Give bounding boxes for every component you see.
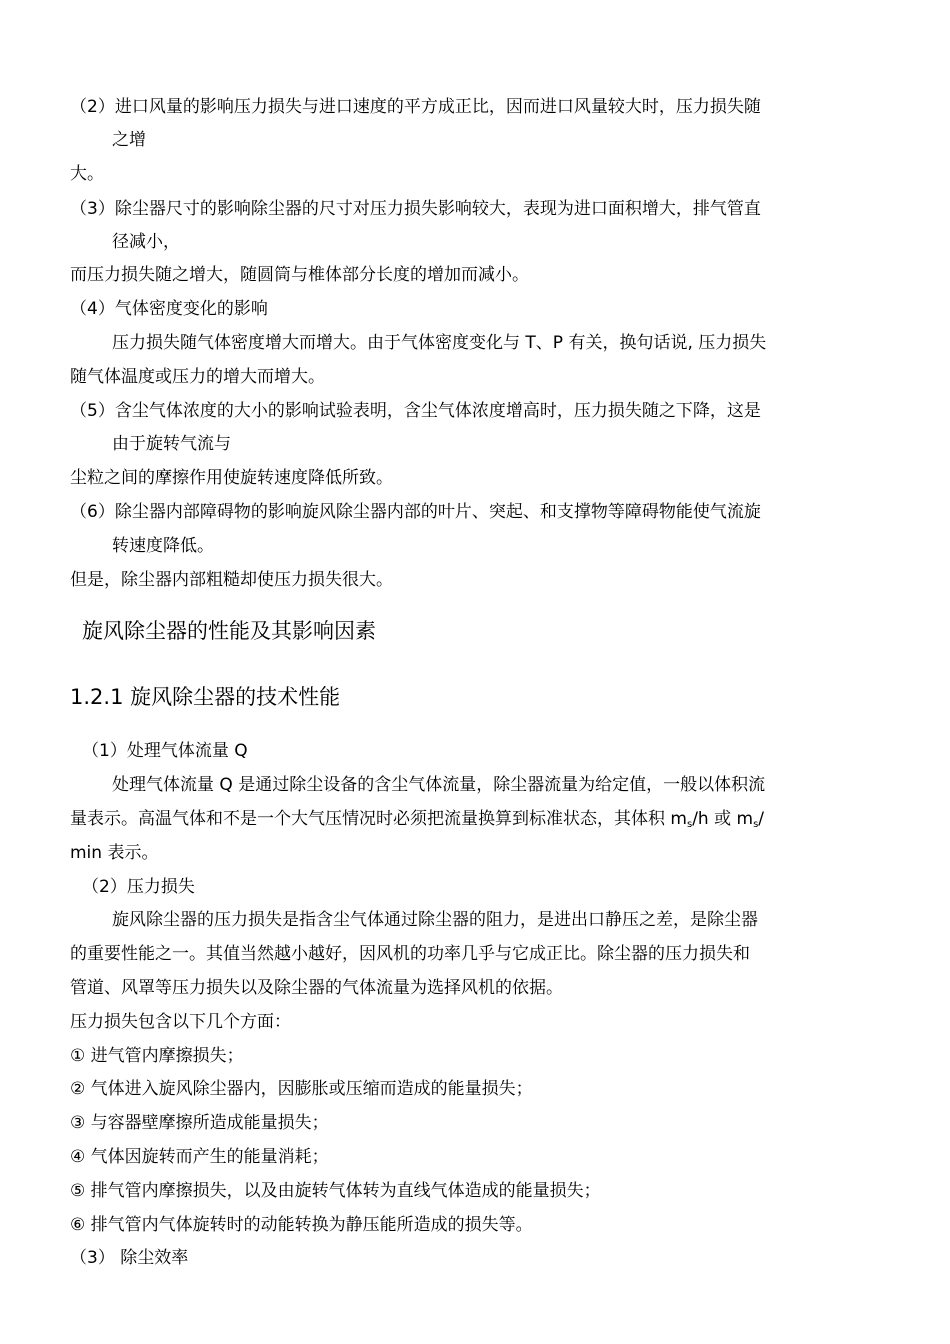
list-item: ① 进气管内摩擦损失； — [70, 1046, 244, 1066]
item-title: （2）压力损失 — [82, 877, 195, 897]
text-segment: 量表示。高温气体和不是一个大气压情况时必须把流量换算到标准状态，其体积 m — [70, 809, 687, 829]
text-line: 径减小， — [112, 232, 180, 252]
text-line: 但是，除尘器内部粗糙却使压力损失很大。 — [70, 570, 393, 590]
text-line: 压力损失包含以下几个方面： — [70, 1012, 291, 1032]
text-line: 转速度降低。 — [112, 536, 214, 556]
section-heading: 旋风除尘器的性能及其影响因素 — [82, 619, 376, 643]
text-line: （6）除尘器内部障碍物的影响旋风除尘器内部的叶片、突起、和支撑物等障碍物能使气流旋 — [70, 502, 761, 522]
text-line: 由于旋转气流与 — [112, 434, 231, 454]
text-line: 处理气体流量 Q 是通过除尘设备的含尘气体流量，除尘器流量为给定值，一般以体积流 — [112, 775, 766, 795]
text-line: min 表示。 — [70, 843, 159, 863]
text-line: 管道、风罩等压力损失以及除尘器的气体流量为选择风机的依据。 — [70, 978, 563, 998]
text-segment: /h 或 m — [692, 809, 754, 829]
item-title: （1）处理气体流量 Q — [82, 741, 248, 761]
text-line: （3）除尘器尺寸的影响除尘器的尺寸对压力损失影响较大，表现为进口面积增大，排气管直 — [70, 199, 761, 219]
list-item: ⑥ 排气管内气体旋转时的动能转换为静压能所造成的损失等。 — [70, 1215, 533, 1235]
item-title: （3） 除尘效率 — [70, 1248, 189, 1268]
text-line: （2）进口风量的影响压力损失与进口速度的平方成正比，因而进口风量较大时，压力损失随 — [70, 97, 761, 117]
text-line: 压力损失随气体密度增大而增大。由于气体密度变化与 T、P 有关，换句话说, 压力损失 — [112, 333, 767, 353]
list-item: ④ 气体因旋转而产生的能量消耗； — [70, 1147, 329, 1167]
text-line: （4）气体密度变化的影响 — [70, 299, 268, 319]
text-line: 之增 — [112, 130, 146, 150]
text-segment: / — [758, 809, 765, 829]
text-line — [70, 809, 764, 835]
text-line: （5）含尘气体浓度的大小的影响试验表明，含尘气体浓度增高时，压力损失随之下降，这是 — [70, 401, 761, 421]
text-line: 随气体温度或压力的增大而增大。 — [70, 367, 325, 387]
text-line: 旋风除尘器的压力损失是指含尘气体通过除尘器的阻力，是进出口静压之差，是除尘器 — [112, 910, 758, 930]
subscript: s — [753, 819, 759, 830]
subsection-heading: 1.2.1 旋风除尘器的技术性能 — [70, 685, 341, 709]
text-line: 尘粒之间的摩擦作用使旋转速度降低所致。 — [70, 468, 393, 488]
text-line: 的重要性能之一。其值当然越小越好，因风机的功率几乎与它成正比。除尘器的压力损失和 — [70, 944, 750, 964]
list-item: ⑤ 排气管内摩擦损失，以及由旋转气体转为直线气体造成的能量损失； — [70, 1181, 601, 1201]
text-line: 而压力损失随之增大，随圆筒与椎体部分长度的增加而减小。 — [70, 265, 529, 285]
list-item: ③ 与容器壁摩擦所造成能量损失； — [70, 1113, 329, 1133]
subscript: s — [686, 819, 693, 830]
list-item: ② 气体进入旋风除尘器内，因膨胀或压缩而造成的能量损失； — [70, 1079, 533, 1099]
text-line: 大。 — [70, 164, 104, 184]
